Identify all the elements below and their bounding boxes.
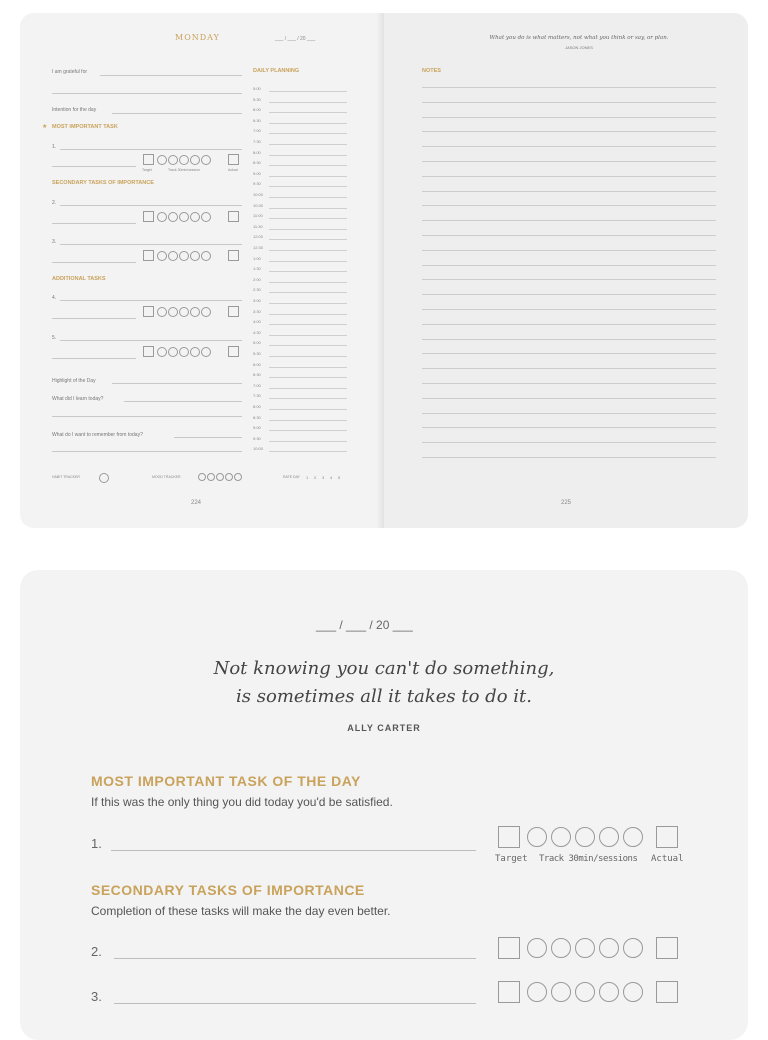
notes-line[interactable] <box>422 427 716 428</box>
mood-circle[interactable] <box>225 473 233 481</box>
schedule-line[interactable] <box>269 208 347 209</box>
target-checkbox[interactable] <box>143 306 154 317</box>
quote-author: ALLY CARTER <box>347 723 421 733</box>
schedule-row[interactable] <box>253 361 347 370</box>
day-title: MONDAY <box>175 33 220 42</box>
notes-line[interactable] <box>422 191 716 192</box>
learn-label: What did I learn today? <box>52 396 104 402</box>
schedule-line[interactable] <box>269 239 347 240</box>
task-line[interactable] <box>52 358 136 359</box>
zoomed-page <box>20 570 748 1040</box>
schedule-time: 5:00 <box>253 86 261 91</box>
schedule-time: 11:00 <box>253 213 263 219</box>
target-checkbox[interactable] <box>498 981 520 1003</box>
notes-line[interactable] <box>422 413 716 414</box>
schedule-time: 6:30 <box>253 372 261 378</box>
schedule-line[interactable] <box>269 377 347 378</box>
schedule-line[interactable] <box>269 420 347 421</box>
quote-line-2: is sometimes all it takes to do it. <box>236 686 532 707</box>
notes-line[interactable] <box>422 146 716 147</box>
track-circle[interactable] <box>168 347 178 357</box>
notes-line[interactable] <box>422 235 716 236</box>
schedule-row[interactable] <box>253 445 347 454</box>
track-circle[interactable] <box>179 347 189 357</box>
grateful-label: I am grateful for <box>52 69 88 75</box>
schedule-time: 6:30 <box>253 117 261 123</box>
schedule-row[interactable] <box>253 318 347 327</box>
track-circle[interactable] <box>527 827 547 847</box>
schedule-line[interactable] <box>269 282 347 283</box>
schedule-time: 4:00 <box>253 319 261 325</box>
schedule-line[interactable] <box>269 398 347 399</box>
schedule-time: 1:30 <box>253 266 261 272</box>
actual-checkbox[interactable] <box>228 306 239 317</box>
schedule-line[interactable] <box>269 102 347 103</box>
schedule-line[interactable] <box>269 303 347 304</box>
schedule-row[interactable] <box>253 435 347 444</box>
tracker-label-track: Track 30min/session <box>168 168 200 172</box>
schedule-time: 7:00 <box>253 128 261 134</box>
track-circle[interactable] <box>157 307 167 317</box>
schedule-line[interactable] <box>269 388 347 389</box>
task-input-line[interactable] <box>114 958 476 959</box>
notes-line[interactable] <box>422 398 716 399</box>
schedule-time: 11:30 <box>253 223 263 229</box>
track-circle[interactable] <box>190 347 200 357</box>
schedule-row[interactable] <box>253 127 347 136</box>
schedule-line[interactable] <box>269 335 347 336</box>
highlight-line[interactable] <box>112 383 242 384</box>
notes-line[interactable] <box>422 205 716 206</box>
notes-line[interactable] <box>422 220 716 221</box>
intention-line[interactable] <box>112 113 242 114</box>
date-template: ___ / ___ / 20 ___ <box>316 618 413 632</box>
schedule-time: 4:30 <box>253 329 261 335</box>
track-circle[interactable] <box>527 938 547 958</box>
date-template: ___ / ___ / 20 ___ <box>275 36 316 42</box>
schedule-time: 7:00 <box>253 382 261 388</box>
schedule-row[interactable] <box>253 382 347 391</box>
schedule-line[interactable] <box>269 91 347 92</box>
schedule-row[interactable] <box>253 424 347 433</box>
track-circle[interactable] <box>551 982 571 1002</box>
schedule-row[interactable] <box>253 297 347 306</box>
schedule-row[interactable] <box>253 233 347 242</box>
actual-checkbox[interactable] <box>656 826 678 848</box>
track-circle[interactable] <box>179 212 189 222</box>
schedule-line[interactable] <box>269 292 347 293</box>
schedule-time: 10:00 <box>253 192 264 197</box>
tracker-label-actual: Actual <box>651 854 684 864</box>
schedule-line[interactable] <box>269 112 347 113</box>
notes-line[interactable] <box>422 442 716 443</box>
tracker-label-target: Target <box>495 854 528 864</box>
schedule-time: 3:00 <box>253 298 261 303</box>
tracker-label-target: Target <box>142 168 152 172</box>
schedule-time: 10:30 <box>253 202 264 208</box>
notes-line[interactable] <box>422 265 716 266</box>
schedule-line[interactable] <box>269 430 347 431</box>
schedule-time: 9:30 <box>253 435 261 441</box>
schedule-line[interactable] <box>269 409 347 410</box>
schedule-time: 8:00 <box>253 404 261 409</box>
secondary-title: SECONDARY TASKS OF IMPORTANCE <box>91 882 365 898</box>
schedule-row[interactable] <box>253 106 347 115</box>
schedule-row[interactable] <box>253 255 347 264</box>
schedule-line[interactable] <box>269 165 347 166</box>
schedule-line[interactable] <box>269 324 347 325</box>
learn-line[interactable] <box>124 401 242 402</box>
mood-circle[interactable] <box>207 473 215 481</box>
notes-area[interactable] <box>422 77 716 457</box>
mit-subtitle: If this was the only thing you did today you'd be satisfied. <box>91 795 393 809</box>
quote-line-1: Not knowing you can't do something, <box>213 658 555 679</box>
track-circle[interactable] <box>623 938 643 958</box>
additional-number: 4. <box>52 295 57 301</box>
task-line[interactable] <box>60 244 242 245</box>
remember-label: What do I want to remember from today? <box>52 432 143 438</box>
mit-title: MOST IMPORTANT TASK OF THE DAY <box>91 773 361 789</box>
schedule-line[interactable] <box>269 218 347 219</box>
daily-schedule <box>253 85 347 465</box>
schedule-line[interactable] <box>269 261 347 262</box>
mit-title: MOST IMPORTANT TASK <box>52 124 118 130</box>
target-checkbox[interactable] <box>498 826 520 848</box>
secondary-title: SECONDARY TASKS OF IMPORTANCE <box>52 180 154 186</box>
actual-checkbox[interactable] <box>656 937 678 959</box>
track-circle[interactable] <box>157 251 167 261</box>
schedule-line[interactable] <box>269 345 347 346</box>
notes-line[interactable] <box>422 102 716 103</box>
daily-planning-title: DAILY PLANNING <box>253 68 300 74</box>
schedule-line[interactable] <box>269 155 347 156</box>
schedule-time: 12:30 <box>253 245 264 250</box>
schedule-time: 6:00 <box>253 107 261 113</box>
mit-input-line[interactable] <box>111 850 476 851</box>
task-line[interactable] <box>52 262 136 263</box>
track-circle[interactable] <box>201 155 211 165</box>
schedule-line[interactable] <box>269 123 347 124</box>
task-line[interactable] <box>60 205 242 206</box>
schedule-row[interactable] <box>253 223 347 232</box>
track-circle[interactable] <box>179 307 189 317</box>
habit-tracker-label: HABIT TRACKER <box>52 475 80 479</box>
notes-line[interactable] <box>422 457 716 458</box>
schedule-line[interactable] <box>269 271 347 272</box>
schedule-time: 2:00 <box>253 276 261 282</box>
track-circle[interactable] <box>527 982 547 1002</box>
actual-checkbox[interactable] <box>228 211 239 222</box>
schedule-line[interactable] <box>269 451 347 452</box>
habit-circle[interactable] <box>99 473 109 483</box>
task-input-line[interactable] <box>114 1003 476 1004</box>
rate-option[interactable]: 2 <box>314 475 317 480</box>
schedule-time: 8:00 <box>253 149 261 155</box>
notes-line[interactable] <box>422 383 716 384</box>
notes-line[interactable] <box>422 309 716 310</box>
schedule-time: 8:30 <box>253 160 261 166</box>
track-circle[interactable] <box>201 251 211 261</box>
mit-number: 1. <box>91 836 102 851</box>
schedule-line[interactable] <box>269 133 347 134</box>
track-circle[interactable] <box>575 982 595 1002</box>
learn-line-2[interactable] <box>52 416 242 417</box>
notes-line[interactable] <box>422 161 716 162</box>
track-circle[interactable] <box>623 982 643 1002</box>
notes-line[interactable] <box>422 324 716 325</box>
target-checkbox[interactable] <box>143 346 154 357</box>
notes-line[interactable] <box>422 87 716 88</box>
schedule-line[interactable] <box>269 197 347 198</box>
schedule-time: 9:30 <box>253 181 261 187</box>
track-circle[interactable] <box>201 307 211 317</box>
notes-line[interactable] <box>422 176 716 177</box>
actual-checkbox[interactable] <box>228 346 239 357</box>
task-line[interactable] <box>60 340 242 341</box>
actual-checkbox[interactable] <box>228 154 239 165</box>
task-line[interactable] <box>52 223 136 224</box>
notes-line[interactable] <box>422 353 716 354</box>
track-circle[interactable] <box>623 827 643 847</box>
schedule-row[interactable] <box>253 149 347 158</box>
mood-circle[interactable] <box>234 473 242 481</box>
quote-author: JASON JONES <box>565 45 593 50</box>
remember-line-2[interactable] <box>52 451 242 452</box>
right-page <box>384 13 748 528</box>
schedule-time: 1:00 <box>253 255 261 261</box>
notes-title: NOTES <box>422 68 441 74</box>
schedule-row[interactable] <box>253 191 347 200</box>
tracker-label-track: Track 30min/sessions <box>539 854 638 864</box>
additional-number: 5. <box>52 335 57 341</box>
mood-tracker-label: MOOD TRACKER <box>152 475 181 479</box>
schedule-row[interactable] <box>253 329 347 338</box>
mit-line[interactable] <box>60 149 242 150</box>
track-circle[interactable] <box>168 251 178 261</box>
track-circle[interactable] <box>599 938 619 958</box>
schedule-row[interactable] <box>253 371 347 380</box>
planner-spread <box>20 13 748 528</box>
track-circle[interactable] <box>179 155 189 165</box>
track-circle[interactable] <box>575 938 595 958</box>
schedule-time: 5:00 <box>253 340 261 346</box>
track-circle[interactable] <box>575 827 595 847</box>
secondary-number: 2. <box>52 200 57 206</box>
schedule-time: 9:00 <box>253 170 261 176</box>
schedule-time: 10:00 <box>253 446 264 452</box>
schedule-line[interactable] <box>269 356 347 357</box>
schedule-row[interactable] <box>253 170 347 179</box>
schedule-time: 6:00 <box>253 361 261 367</box>
notes-line[interactable] <box>422 294 716 295</box>
notes-line[interactable] <box>422 339 716 340</box>
rate-option[interactable]: 3 <box>322 475 325 480</box>
schedule-row[interactable] <box>253 339 347 348</box>
secondary-number: 2. <box>91 944 102 959</box>
track-circle[interactable] <box>157 347 167 357</box>
track-circle[interactable] <box>201 347 211 357</box>
schedule-row[interactable] <box>253 138 347 147</box>
track-circle[interactable] <box>551 938 571 958</box>
schedule-row[interactable] <box>253 276 347 285</box>
schedule-row[interactable] <box>253 414 347 423</box>
track-circle[interactable] <box>190 307 200 317</box>
schedule-row[interactable] <box>253 403 347 412</box>
mood-circle[interactable] <box>198 473 206 481</box>
notes-line[interactable] <box>422 279 716 280</box>
schedule-row[interactable] <box>253 202 347 211</box>
schedule-line[interactable] <box>269 176 347 177</box>
schedule-time: 7:30 <box>253 393 261 399</box>
schedule-row[interactable] <box>253 85 347 94</box>
track-circle[interactable] <box>179 251 189 261</box>
notes-line[interactable] <box>422 131 716 132</box>
schedule-row[interactable] <box>253 308 347 317</box>
secondary-subtitle: Completion of these tasks will make the day even better. <box>91 904 391 918</box>
schedule-row[interactable] <box>253 96 347 105</box>
rate-option[interactable]: 5 <box>338 475 341 480</box>
track-circle[interactable] <box>599 827 619 847</box>
target-checkbox[interactable] <box>498 937 520 959</box>
target-checkbox[interactable] <box>143 211 154 222</box>
schedule-time: 2:30 <box>253 287 261 293</box>
rate-day-label: RATE DAY <box>283 475 300 479</box>
grateful-line[interactable] <box>100 75 242 76</box>
schedule-line[interactable] <box>269 367 347 368</box>
schedule-row[interactable] <box>253 265 347 274</box>
remember-line[interactable] <box>174 437 242 438</box>
track-circle[interactable] <box>157 212 167 222</box>
schedule-line[interactable] <box>269 229 347 230</box>
actual-checkbox[interactable] <box>228 250 239 261</box>
track-circle[interactable] <box>190 155 200 165</box>
schedule-time: 9:00 <box>253 425 261 431</box>
schedule-line[interactable] <box>269 186 347 187</box>
task-line[interactable] <box>52 318 136 319</box>
grateful-line-2[interactable] <box>52 93 242 94</box>
task-line[interactable] <box>60 300 242 301</box>
target-checkbox[interactable] <box>143 154 154 165</box>
left-page <box>20 13 384 528</box>
track-circle[interactable] <box>551 827 571 847</box>
tracker-label-actual: Actual <box>228 168 238 172</box>
schedule-row[interactable] <box>253 159 347 168</box>
schedule-line[interactable] <box>269 441 347 442</box>
schedule-row[interactable] <box>253 180 347 189</box>
mit-number: 1. <box>52 144 57 150</box>
schedule-time: 5:30 <box>253 96 261 102</box>
schedule-line[interactable] <box>269 314 347 315</box>
highlight-label: Highlight of the Day <box>52 378 96 384</box>
mit-line-2[interactable] <box>52 166 136 167</box>
star-icon: ★ <box>42 124 48 130</box>
schedule-row[interactable] <box>253 212 347 221</box>
intention-label: Intention for the day <box>52 107 97 113</box>
schedule-time: 12:00 <box>253 234 264 240</box>
schedule-row[interactable] <box>253 244 347 253</box>
notes-line[interactable] <box>422 250 716 251</box>
secondary-number: 3. <box>91 989 102 1004</box>
schedule-line[interactable] <box>269 250 347 251</box>
secondary-number: 3. <box>52 239 57 245</box>
schedule-time: 3:30 <box>253 308 261 314</box>
mood-circle[interactable] <box>216 473 224 481</box>
schedule-row[interactable] <box>253 286 347 295</box>
notes-line[interactable] <box>422 117 716 118</box>
page-number: 225 <box>561 500 572 506</box>
track-circle[interactable] <box>168 155 178 165</box>
rate-option[interactable]: 1 <box>306 475 309 480</box>
track-circle[interactable] <box>168 307 178 317</box>
schedule-time: 5:30 <box>253 351 261 356</box>
schedule-row[interactable] <box>253 392 347 401</box>
page-number: 224 <box>191 500 202 506</box>
notes-line[interactable] <box>422 368 716 369</box>
track-circle[interactable] <box>168 212 178 222</box>
schedule-row[interactable] <box>253 117 347 126</box>
track-circle[interactable] <box>599 982 619 1002</box>
actual-checkbox[interactable] <box>656 981 678 1003</box>
target-checkbox[interactable] <box>143 250 154 261</box>
schedule-line[interactable] <box>269 144 347 145</box>
schedule-row[interactable] <box>253 350 347 359</box>
additional-title: ADDITIONAL TASKS <box>52 276 106 282</box>
track-circle[interactable] <box>190 212 200 222</box>
track-circle[interactable] <box>157 155 167 165</box>
schedule-time: 8:30 <box>253 414 261 420</box>
track-circle[interactable] <box>201 212 211 222</box>
track-circle[interactable] <box>190 251 200 261</box>
schedule-time: 7:30 <box>253 139 261 144</box>
page-quote: What you do is what matters, not what you think or say, or plan. <box>489 35 669 41</box>
rate-option[interactable]: 4 <box>330 475 333 480</box>
